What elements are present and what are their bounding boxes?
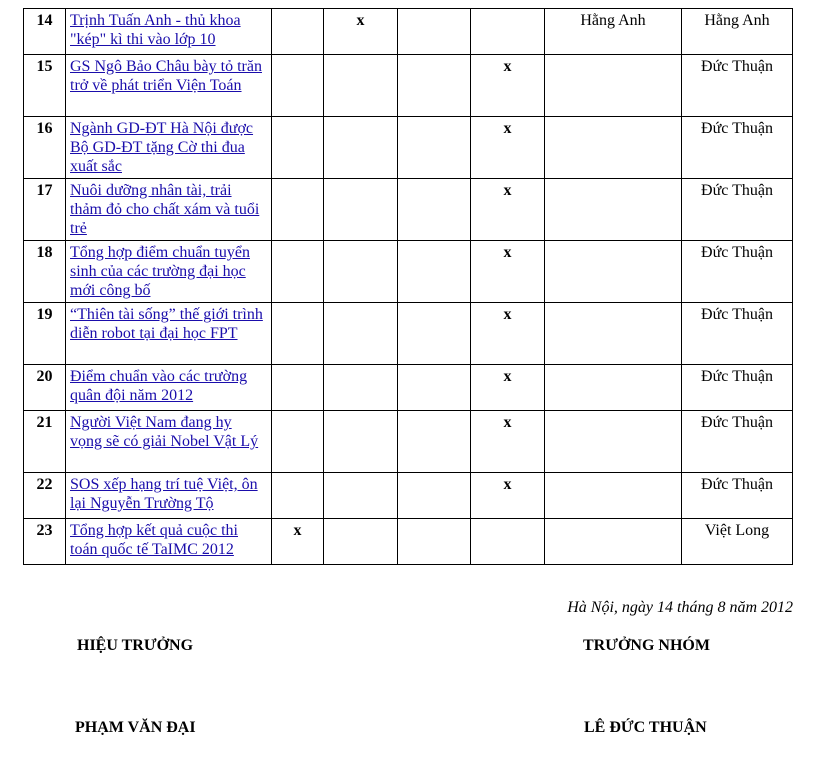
mark-cell: x <box>471 473 545 519</box>
mark-cell <box>324 411 398 473</box>
author-cell <box>545 473 682 519</box>
principal-name: PHẠM VĂN ĐẠI <box>75 719 196 736</box>
article-link[interactable]: Tổng hợp điểm chuẩn tuyển sinh của các trường đại học mới công bố <box>70 244 250 299</box>
mark-cell <box>398 411 471 473</box>
author-cell: Đức Thuận <box>682 365 793 411</box>
mark-cell <box>324 179 398 241</box>
mark-cell <box>272 365 324 411</box>
table-row <box>24 55 793 117</box>
row-number: 21 <box>24 411 66 473</box>
mark-cell <box>272 179 324 241</box>
row-number: 16 <box>24 117 66 179</box>
author-cell <box>545 303 682 365</box>
article-title-cell <box>66 411 272 473</box>
author-cell: Việt Long <box>682 519 793 565</box>
row-number: 19 <box>24 303 66 365</box>
mark-cell <box>471 9 545 55</box>
mark-cell <box>324 303 398 365</box>
mark-cell: x <box>471 411 545 473</box>
table-row <box>24 519 793 565</box>
mark-cell <box>272 9 324 55</box>
table-row <box>24 365 793 411</box>
row-number: 15 <box>24 55 66 117</box>
mark-cell <box>324 365 398 411</box>
mark-cell <box>398 9 471 55</box>
mark-cell <box>272 411 324 473</box>
article-title-cell <box>66 55 272 117</box>
article-title-cell <box>66 117 272 179</box>
mark-cell <box>324 117 398 179</box>
article-title-cell <box>66 179 272 241</box>
row-number: 17 <box>24 179 66 241</box>
author-cell: Đức Thuận <box>682 241 793 303</box>
mark-cell: x <box>272 519 324 565</box>
row-number: 18 <box>24 241 66 303</box>
author-cell <box>545 411 682 473</box>
table-row <box>24 9 793 55</box>
mark-cell <box>272 303 324 365</box>
row-number: 23 <box>24 519 66 565</box>
mark-cell <box>398 117 471 179</box>
mark-cell <box>324 473 398 519</box>
article-link[interactable]: SOS xếp hạng trí tuệ Việt, ôn lại Nguyễn Trường Tộ <box>70 476 258 512</box>
mark-cell <box>324 55 398 117</box>
mark-cell: x <box>324 9 398 55</box>
article-link[interactable]: Ngành GD-ĐT Hà Nội được Bộ GD-ĐT tặng Cờ thi đua xuất sắc <box>70 120 254 175</box>
mark-cell <box>324 241 398 303</box>
author-cell <box>545 241 682 303</box>
mark-cell: x <box>471 303 545 365</box>
article-link[interactable]: Trịnh Tuấn Anh - thủ khoa "kép" kì thi vào lớp 10 <box>70 12 241 48</box>
author-cell <box>545 179 682 241</box>
date-line: Hà Nội, ngày 14 tháng 8 năm 2012 <box>567 599 793 616</box>
author-cell <box>545 519 682 565</box>
author-cell: Đức Thuận <box>682 179 793 241</box>
mark-cell: x <box>471 241 545 303</box>
article-link[interactable]: Nuôi dưỡng nhân tài, trải thảm đỏ cho chất xám và tuổi trẻ <box>70 182 260 237</box>
mark-cell <box>398 303 471 365</box>
mark-cell: x <box>471 179 545 241</box>
mark-cell: x <box>471 365 545 411</box>
article-title-cell <box>66 519 272 565</box>
table-row <box>24 473 793 519</box>
mark-cell <box>272 241 324 303</box>
mark-cell: x <box>471 55 545 117</box>
article-link[interactable]: Tổng hợp kết quả cuộc thi toán quốc tế TaIMC 2012 <box>70 522 238 558</box>
article-title-cell <box>66 473 272 519</box>
article-title-cell <box>66 241 272 303</box>
mark-cell <box>398 55 471 117</box>
group-leader-title: TRƯỞNG NHÓM <box>583 637 710 654</box>
article-table <box>23 8 793 565</box>
author-cell: Hằng Anh <box>545 9 682 55</box>
mark-cell <box>471 519 545 565</box>
mark-cell <box>272 55 324 117</box>
mark-cell <box>398 241 471 303</box>
mark-cell <box>398 365 471 411</box>
article-link[interactable]: “Thiên tài sống” thế giới trình diễn robot tại đại học FPT <box>70 306 263 342</box>
mark-cell <box>398 179 471 241</box>
table-row <box>24 411 793 473</box>
mark-cell: x <box>471 117 545 179</box>
author-cell: Hằng Anh <box>682 9 793 55</box>
article-link[interactable]: Điểm chuẩn vào các trường quân đội năm 2012 <box>70 368 248 404</box>
author-cell <box>545 117 682 179</box>
author-cell: Đức Thuận <box>682 473 793 519</box>
row-number: 22 <box>24 473 66 519</box>
article-title-cell <box>66 9 272 55</box>
row-number: 20 <box>24 365 66 411</box>
mark-cell <box>398 519 471 565</box>
table-row <box>24 117 793 179</box>
table-row <box>24 241 793 303</box>
author-cell: Đức Thuận <box>682 55 793 117</box>
group-leader-name: LÊ ĐỨC THUẬN <box>584 719 707 736</box>
mark-cell <box>398 473 471 519</box>
table-row <box>24 303 793 365</box>
author-cell: Đức Thuận <box>682 303 793 365</box>
article-title-cell <box>66 365 272 411</box>
article-link[interactable]: Người Việt Nam đang hy vọng sẽ có giải Nobel Vật Lý <box>70 414 259 450</box>
article-link[interactable]: GS Ngô Bảo Châu bày tỏ trăn trở về phát triển Viện Toán <box>70 58 262 94</box>
table-row <box>24 179 793 241</box>
mark-cell <box>272 117 324 179</box>
author-cell <box>545 55 682 117</box>
article-title-cell <box>66 303 272 365</box>
author-cell: Đức Thuận <box>682 411 793 473</box>
author-cell <box>545 365 682 411</box>
principal-title: HIỆU TRƯỞNG <box>77 637 194 654</box>
author-cell: Đức Thuận <box>682 117 793 179</box>
row-number: 14 <box>24 9 66 55</box>
mark-cell <box>324 519 398 565</box>
mark-cell <box>272 473 324 519</box>
